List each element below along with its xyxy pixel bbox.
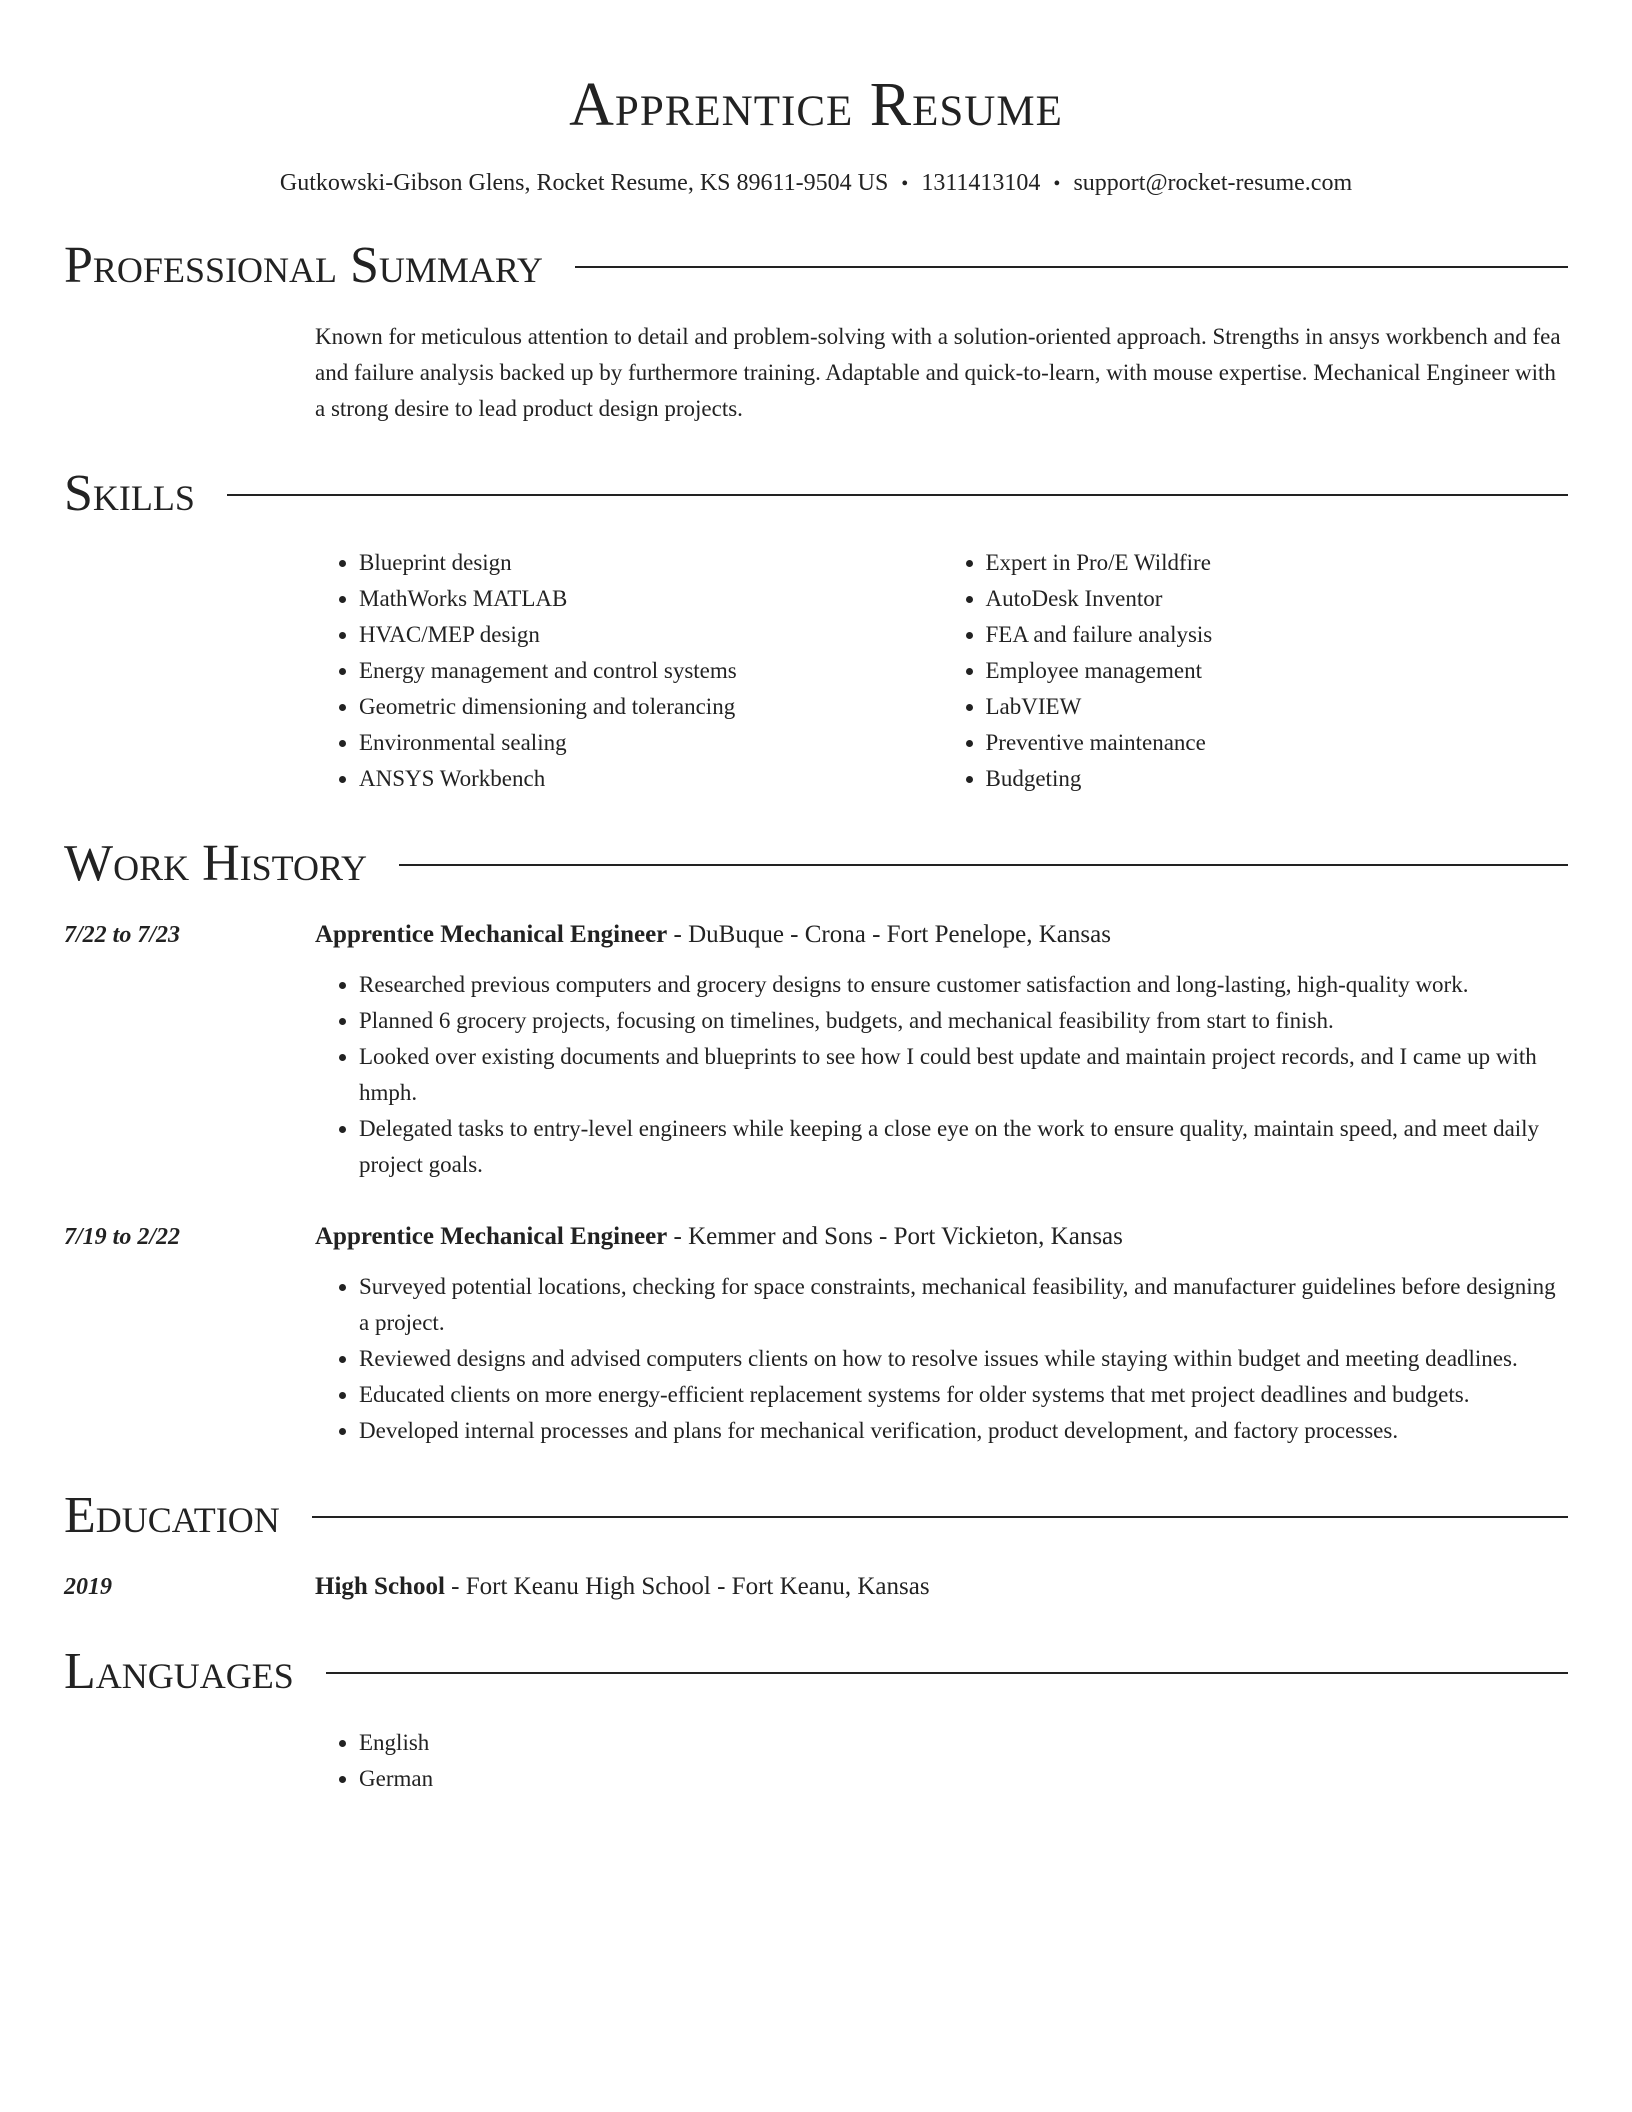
- contact-email: support@rocket-resume.com: [1073, 170, 1353, 196]
- skill-item: • Preventive maintenance: [986, 725, 1569, 761]
- job-bullet: • Looked over existing documents and blueprints to see how I could best update and maintain project records, and I came up with hmph.: [359, 1039, 1568, 1111]
- languages-heading: Languages: [64, 1643, 294, 1700]
- skill-item: • ANSYS Workbench: [359, 761, 942, 797]
- contact-phone: 1311413104: [921, 170, 1041, 196]
- skills-column-left: [315, 545, 942, 797]
- education-details: - Fort Keanu High School - Fort Keanu, Kansas: [444, 1573, 930, 1600]
- job-title: Apprentice Mechanical Engineer: [315, 921, 668, 948]
- work-heading: Work History: [64, 835, 368, 892]
- skill-item: • LabVIEW: [986, 689, 1569, 725]
- job-entry-header: [64, 917, 1568, 953]
- job-dates: 7/19 to 2/22: [64, 1224, 181, 1250]
- job-bullets: [315, 967, 1568, 1183]
- job-details: - DuBuque - Crona - Fort Penelope, Kansas: [667, 921, 1111, 948]
- contact-separator: •: [901, 173, 909, 195]
- job-bullet: • Developed internal processes and plans for mechanical verification, product development, and factory processes.: [359, 1413, 1568, 1449]
- job-bullet: • Planned 6 grocery projects, focusing on timelines, budgets, and mechanical feasibility from start to finish.: [359, 1003, 1568, 1039]
- job-details: - Kemmer and Sons - Port Vickieton, Kansas: [667, 1223, 1123, 1250]
- education-degree: High School: [315, 1573, 445, 1600]
- skill-item: • Energy management and control systems: [359, 653, 942, 689]
- job-bullet: • Reviewed designs and advised computers clients on how to resolve issues while staying within budget and meeting deadlines.: [359, 1341, 1568, 1377]
- skill-item: • Employee management: [986, 653, 1569, 689]
- job-heading: [315, 1219, 1123, 1255]
- skill-item: • AutoDesk Inventor: [986, 581, 1569, 617]
- job-bullet: • Delegated tasks to entry-level engineers while keeping a close eye on the work to ensure quality, maintain speed, and meet daily project goals.: [359, 1111, 1568, 1183]
- skills-column-right: [942, 545, 1569, 797]
- skill-item: • HVAC/MEP design: [359, 617, 942, 653]
- contact-address: Gutkowski-Gibson Glens, Rocket Resume, KS 89611-9504 US: [279, 170, 889, 196]
- section-divider: [326, 1672, 1568, 1674]
- job-heading: [315, 917, 1111, 953]
- skill-item: • Expert in Pro/E Wildfire: [986, 545, 1569, 581]
- job-bullet: • Researched previous computers and grocery designs to ensure customer satisfaction and long-lasting, high-quality work.: [359, 967, 1568, 1003]
- job-title: Apprentice Mechanical Engineer: [315, 1223, 668, 1250]
- job-bullet: • Educated clients on more energy-efficient replacement systems for older systems that met project deadlines and budgets.: [359, 1377, 1568, 1413]
- skill-item: • Blueprint design: [359, 545, 942, 581]
- job-dates: 7/22 to 7/23: [64, 922, 181, 948]
- section-divider: [227, 494, 1568, 496]
- skill-item: • Geometric dimensioning and tolerancing: [359, 689, 942, 725]
- work-section-header: [64, 833, 1568, 895]
- education-year: 2019: [64, 1574, 112, 1600]
- education-heading-line: [315, 1569, 930, 1605]
- language-item: • English: [359, 1725, 1568, 1761]
- summary-heading: Professional Summary: [64, 237, 543, 294]
- skill-item: • MathWorks MATLAB: [359, 581, 942, 617]
- contact-separator: •: [1053, 173, 1061, 195]
- education-section-header: [64, 1485, 1568, 1547]
- skills-list: [315, 545, 1568, 797]
- job-bullet: • Surveyed potential locations, checking for space constraints, mechanical feasibility, and manufacturer guidelines before designing a project.: [359, 1269, 1568, 1341]
- languages-section-header: [64, 1641, 1568, 1703]
- resume-page: [64, 0, 1568, 1797]
- summary-section-header: [64, 235, 1568, 297]
- skills-section-header: [64, 463, 1568, 525]
- skills-heading: Skills: [64, 465, 195, 522]
- summary-text: Known for meticulous attention to detail and problem-solving with a solution-oriented approach. Strengths in ansys workbench and fea and failure analysis backed up by furthermore training. Adaptable and quick-to-learn, with mouse expertise. Mechanical Engineer with a strong desire to lead product design projects.: [315, 324, 1561, 421]
- resume-title: Apprentice Resume: [569, 71, 1063, 139]
- language-item: • German: [359, 1761, 1568, 1797]
- languages-list: [315, 1725, 1568, 1797]
- education-heading: Education: [64, 1487, 280, 1544]
- job-entry-header: [64, 1219, 1568, 1255]
- section-divider: [575, 266, 1568, 268]
- skill-item: • Budgeting: [986, 761, 1569, 797]
- section-divider: [312, 1516, 1568, 1518]
- skill-item: • FEA and failure analysis: [986, 617, 1569, 653]
- section-divider: [399, 864, 1568, 866]
- education-entry: [64, 1569, 1568, 1605]
- contact-line: [64, 168, 1568, 199]
- job-bullets: [315, 1269, 1568, 1449]
- skill-item: • Environmental sealing: [359, 725, 942, 761]
